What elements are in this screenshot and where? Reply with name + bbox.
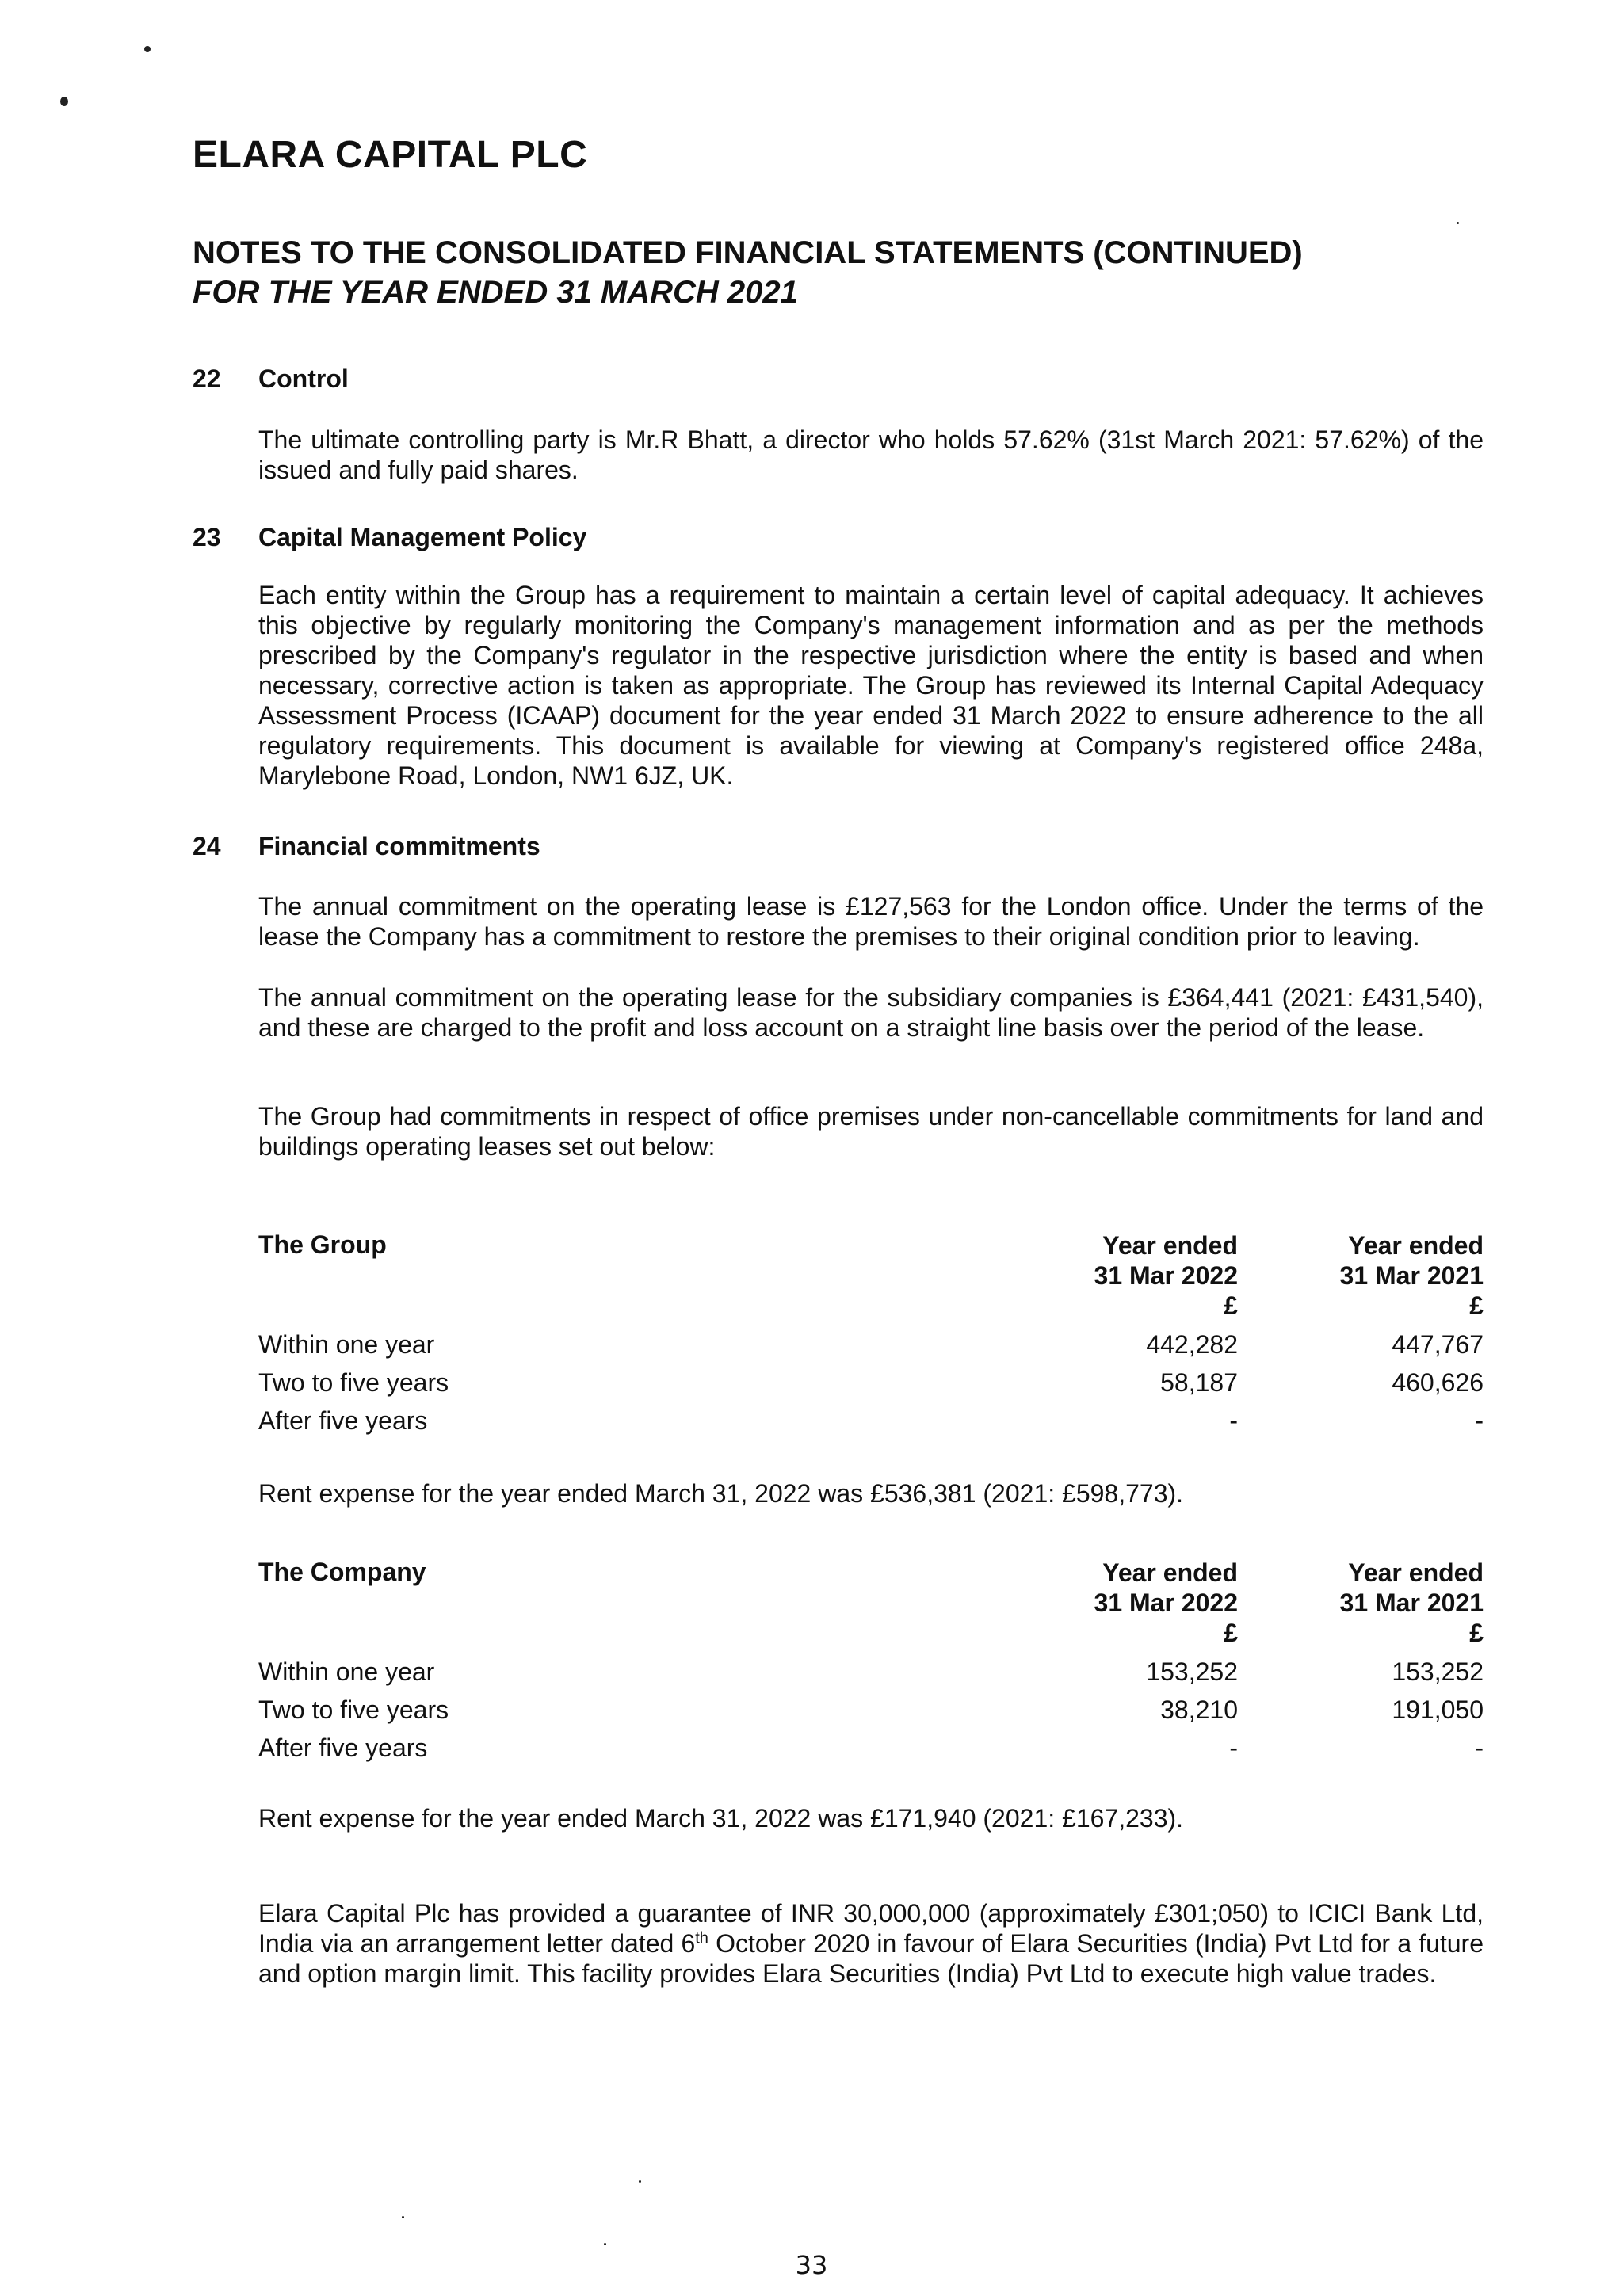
column-header xyxy=(1340,1558,1484,1648)
notes-title: NOTES TO THE CONSOLIDATED FINANCIAL STATEMENTS (CONTINUED) xyxy=(193,235,1303,270)
row-value-2021: 153,252 xyxy=(1392,1657,1484,1686)
scan-speck xyxy=(604,2243,606,2245)
scan-speck xyxy=(60,97,68,106)
row-value-2022: 442,282 xyxy=(1146,1330,1238,1359)
row-label: Two to five years xyxy=(258,1695,449,1724)
row-label: Within one year xyxy=(258,1330,435,1359)
column-header xyxy=(1340,1230,1484,1321)
row-value-2022: 38,210 xyxy=(1160,1695,1238,1724)
column-header-line: 31 Mar 2022 xyxy=(1094,1261,1238,1290)
column-header xyxy=(1094,1558,1238,1648)
column-header-line: Year ended xyxy=(1348,1558,1484,1587)
row-value-2022: 58,187 xyxy=(1160,1368,1238,1397)
rent-note: Rent expense for the year ended March 31, 2022 was £171,940 (2021: £167,233). xyxy=(258,1804,1184,1833)
group-lease-table xyxy=(258,1230,1484,1452)
notes-subtitle: FOR THE YEAR ENDED 31 MARCH 2021 xyxy=(193,275,798,310)
table-row xyxy=(258,1330,1484,1362)
section-paragraph: The Group had commitments in respect of office premises under non-cancellable commitments for land and buildings operating leases set out below: xyxy=(258,1102,1484,1161)
company-lease-table xyxy=(258,1558,1484,1779)
section-title: Financial commitments xyxy=(258,832,540,860)
company-name: ELARA CAPITAL PLC xyxy=(193,134,588,176)
section-paragraph: The annual commitment on the operating lease for the subsidiary companies is £364,441 (2021: £431,540), and these are charged to the profit and loss account on a straight line basis over the period of the lease. xyxy=(258,983,1484,1042)
scan-speck xyxy=(639,2180,641,2183)
section-number: 24 xyxy=(193,832,221,860)
section-title: Capital Management Policy xyxy=(258,523,587,551)
table-row xyxy=(258,1406,1484,1438)
section-text: Each entity within the Group has a requirement to maintain a certain level of capital adequacy. It achieves this objective by regularly monitoring the Company's management information and as per the methods prescribed by the Company's regulator in the respective jurisdiction where the entity is based and when necessary, corrective action is taken as appropriate. The Group has reviewed its Internal Capital Adequacy Assessment Process (ICAAP) document for the year ended 31 March 2022 to ensure adherence to the all regulatory requirements. This document is available for viewing at Company's registered office 248a, Marylebone Road, London, NW1 6JZ, UK. xyxy=(258,581,1484,790)
column-header xyxy=(1094,1230,1238,1321)
section-paragraph: The annual commitment on the operating lease is £127,563 for the London office. Under the terms of the lease the Company has a commitment to restore the premises to their original condition prior to leaving. xyxy=(258,892,1484,951)
guarantee-text: Elara Capital Plc has provided a guarantee of INR 30,000,000 (approximately £301;050) to ICICI Bank Ltd, India via an arrangement letter dated 6 xyxy=(258,1899,1484,1958)
column-header-line: £ xyxy=(1224,1619,1238,1647)
column-header-line: 31 Mar 2022 xyxy=(1094,1589,1238,1617)
row-value-2021: 191,050 xyxy=(1392,1695,1484,1724)
section-number: 22 xyxy=(193,364,221,393)
row-label: Two to five years xyxy=(258,1368,449,1397)
row-value-2021: - xyxy=(1475,1406,1484,1435)
row-value-2022: - xyxy=(1229,1406,1238,1435)
column-header-line: 31 Mar 2021 xyxy=(1339,1589,1484,1617)
row-value-2022: - xyxy=(1229,1733,1238,1762)
row-value-2021: 460,626 xyxy=(1392,1368,1484,1397)
row-label: After five years xyxy=(258,1733,428,1762)
row-value-2022: 153,252 xyxy=(1146,1657,1238,1686)
guarantee-paragraph xyxy=(258,1898,1484,1989)
section-number: 23 xyxy=(193,523,221,551)
column-header-line: £ xyxy=(1469,1619,1484,1647)
column-header-line: Year ended xyxy=(1102,1558,1238,1587)
table-row xyxy=(258,1657,1484,1689)
column-header-line: £ xyxy=(1224,1291,1238,1320)
rent-note: Rent expense for the year ended March 31, 2022 was £536,381 (2021: £598,773). xyxy=(258,1479,1184,1508)
column-header-line: Year ended xyxy=(1348,1231,1484,1260)
scan-speck xyxy=(402,2216,404,2218)
section-text: The ultimate controlling party is Mr.R Bhatt, a director who holds 57.62% (31st March 2021: 57.62%) of the issued and fully paid shares. xyxy=(258,425,1484,484)
column-header-line: 31 Mar 2021 xyxy=(1339,1261,1484,1290)
row-label: After five years xyxy=(258,1406,428,1435)
guarantee-text: October 2020 in favour of Elara Securities (India) Pvt Ltd for a future and option margin limit. This facility provides Elara Securities (India) Pvt Ltd to execute high value trades. xyxy=(258,1929,1484,1988)
ordinal-suffix: th xyxy=(695,1929,708,1947)
page-number: 33 xyxy=(795,2250,828,2280)
column-header-line: £ xyxy=(1469,1291,1484,1320)
row-value-2021: - xyxy=(1475,1733,1484,1762)
row-value-2021: 447,767 xyxy=(1392,1330,1484,1359)
table-row xyxy=(258,1368,1484,1400)
table-row xyxy=(258,1695,1484,1727)
scan-speck xyxy=(1457,222,1459,224)
table-label: The Group xyxy=(258,1230,387,1259)
section-title: Control xyxy=(258,364,349,393)
column-header-line: Year ended xyxy=(1102,1231,1238,1260)
table-row xyxy=(258,1733,1484,1765)
table-label: The Company xyxy=(258,1558,426,1586)
row-label: Within one year xyxy=(258,1657,435,1686)
scan-speck xyxy=(144,46,151,52)
